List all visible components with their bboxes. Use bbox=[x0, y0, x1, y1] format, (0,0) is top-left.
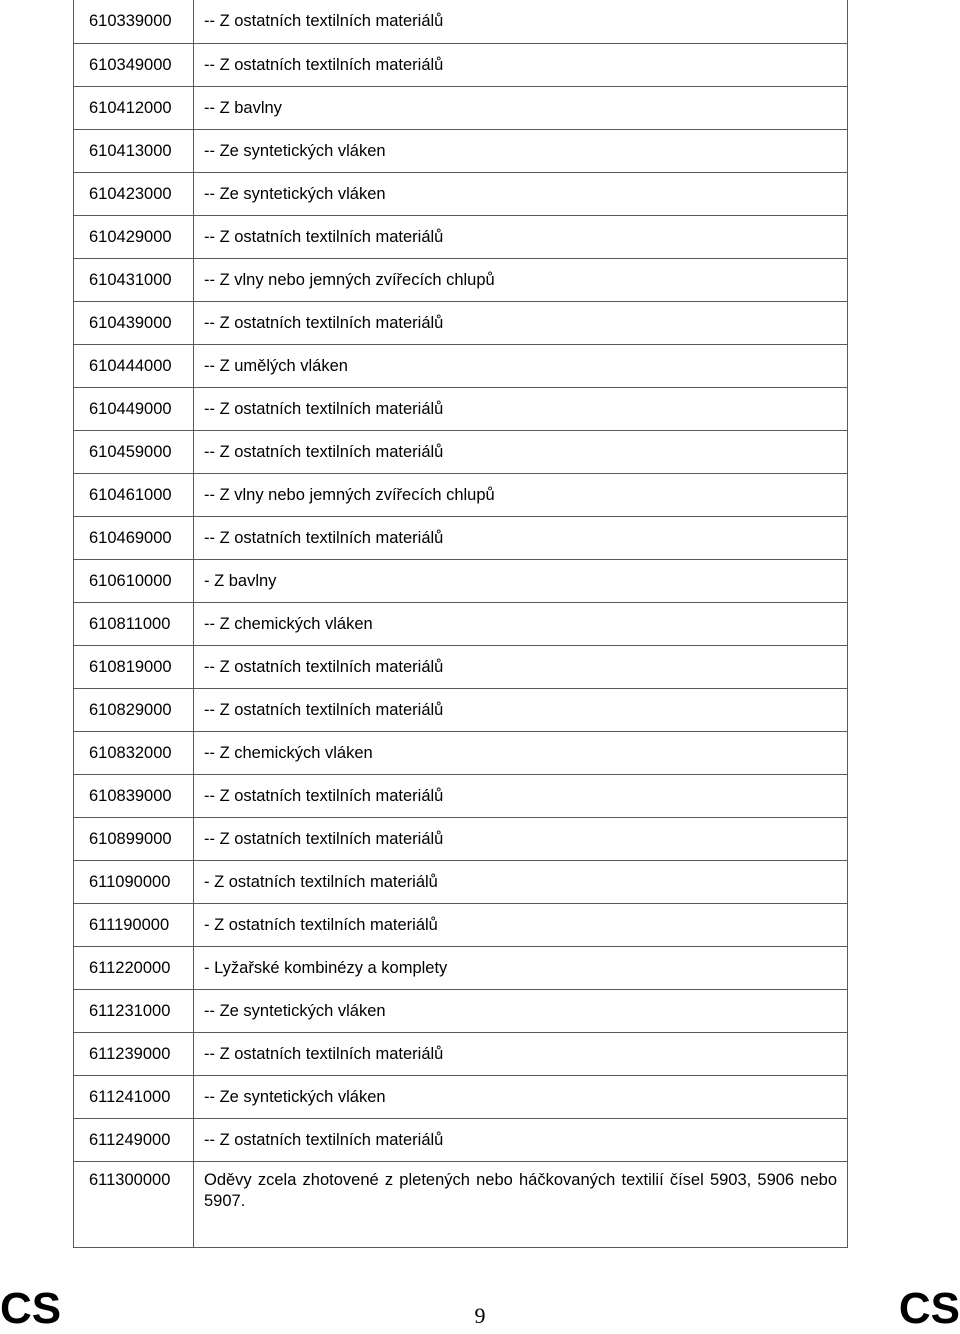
commodity-description: -- Z ostatních textilních materiálů bbox=[194, 301, 848, 344]
table-row bbox=[74, 129, 848, 172]
commodity-code: 611220000 bbox=[74, 946, 194, 989]
table-row bbox=[74, 172, 848, 215]
commodity-description: - Z ostatních textilních materiálů bbox=[194, 903, 848, 946]
commodity-code: 610412000 bbox=[74, 86, 194, 129]
table-row bbox=[74, 0, 848, 43]
commodity-code: 611300000 bbox=[74, 1161, 194, 1247]
commodity-code: 610610000 bbox=[74, 559, 194, 602]
table-row bbox=[74, 1032, 848, 1075]
commodity-code: 610429000 bbox=[74, 215, 194, 258]
commodity-code: 610469000 bbox=[74, 516, 194, 559]
table-row bbox=[74, 860, 848, 903]
table-row bbox=[74, 645, 848, 688]
commodity-code: 611239000 bbox=[74, 1032, 194, 1075]
commodity-code: 610439000 bbox=[74, 301, 194, 344]
table-row bbox=[74, 344, 848, 387]
commodity-description: -- Z chemických vláken bbox=[194, 731, 848, 774]
commodity-code: 610839000 bbox=[74, 774, 194, 817]
table-row bbox=[74, 516, 848, 559]
commodity-code: 610449000 bbox=[74, 387, 194, 430]
table-row bbox=[74, 387, 848, 430]
table-row bbox=[74, 688, 848, 731]
footer-language-mark-right: CS bbox=[898, 1284, 960, 1333]
table-row bbox=[74, 559, 848, 602]
commodity-code: 610444000 bbox=[74, 344, 194, 387]
commodity-description: -- Z ostatních textilních materiálů bbox=[194, 430, 848, 473]
commodity-description: -- Z bavlny bbox=[194, 86, 848, 129]
footer-language-mark-left: CS bbox=[0, 1284, 62, 1333]
commodity-description: - Z bavlny bbox=[194, 559, 848, 602]
commodity-description: -- Z chemických vláken bbox=[194, 602, 848, 645]
table-row bbox=[74, 258, 848, 301]
commodity-description: - Z ostatních textilních materiálů bbox=[194, 860, 848, 903]
commodity-description: -- Z ostatních textilních materiálů bbox=[194, 645, 848, 688]
commodity-code: 611231000 bbox=[74, 989, 194, 1032]
commodity-code: 610811000 bbox=[74, 602, 194, 645]
table-body bbox=[74, 0, 848, 1247]
table-row bbox=[74, 731, 848, 774]
table-row bbox=[74, 1161, 848, 1247]
commodity-code: 610339000 bbox=[74, 0, 194, 43]
table-row bbox=[74, 817, 848, 860]
code-table bbox=[73, 0, 848, 1248]
table-row bbox=[74, 1118, 848, 1161]
commodity-code: 611241000 bbox=[74, 1075, 194, 1118]
commodity-code: 610819000 bbox=[74, 645, 194, 688]
commodity-description: -- Z ostatních textilních materiálů bbox=[194, 43, 848, 86]
table-row bbox=[74, 989, 848, 1032]
commodity-description: -- Z ostatních textilních materiálů bbox=[194, 516, 848, 559]
commodity-description: -- Z ostatních textilních materiálů bbox=[194, 387, 848, 430]
table-row bbox=[74, 946, 848, 989]
commodity-code: 611090000 bbox=[74, 860, 194, 903]
commodity-code: 610349000 bbox=[74, 43, 194, 86]
table-row bbox=[74, 602, 848, 645]
page-number: 9 bbox=[474, 1303, 486, 1328]
commodity-description: -- Z ostatních textilních materiálů bbox=[194, 215, 848, 258]
commodity-description: -- Ze syntetických vláken bbox=[194, 1075, 848, 1118]
commodity-description: -- Z ostatních textilních materiálů bbox=[194, 1032, 848, 1075]
commodity-description: -- Ze syntetických vláken bbox=[194, 172, 848, 215]
table-row bbox=[74, 774, 848, 817]
commodity-description: -- Z vlny nebo jemných zvířecích chlupů bbox=[194, 473, 848, 516]
commodity-code: 610461000 bbox=[74, 473, 194, 516]
commodity-code: 610459000 bbox=[74, 430, 194, 473]
table-row bbox=[74, 301, 848, 344]
table-row bbox=[74, 215, 848, 258]
table-row bbox=[74, 430, 848, 473]
commodity-code: 610829000 bbox=[74, 688, 194, 731]
commodity-description: -- Z ostatních textilních materiálů bbox=[194, 1118, 848, 1161]
table-row bbox=[74, 86, 848, 129]
commodity-description: Oděvy zcela zhotovené z pletených nebo háčkovaných textilií čísel 5903, 5906 nebo 5907. bbox=[194, 1161, 848, 1247]
commodity-code: 611249000 bbox=[74, 1118, 194, 1161]
table-row bbox=[74, 473, 848, 516]
commodity-description: -- Ze syntetických vláken bbox=[194, 129, 848, 172]
commodity-description: -- Z ostatních textilních materiálů bbox=[194, 774, 848, 817]
table-row bbox=[74, 903, 848, 946]
commodity-description: -- Z vlny nebo jemných zvířecích chlupů bbox=[194, 258, 848, 301]
commodity-code: 610899000 bbox=[74, 817, 194, 860]
commodity-description: -- Z ostatních textilních materiálů bbox=[194, 0, 848, 43]
commodity-description: - Lyžařské kombinézy a komplety bbox=[194, 946, 848, 989]
commodity-code: 610431000 bbox=[74, 258, 194, 301]
commodity-description: -- Z ostatních textilních materiálů bbox=[194, 688, 848, 731]
commodity-description: -- Z umělých vláken bbox=[194, 344, 848, 387]
commodity-code: 610423000 bbox=[74, 172, 194, 215]
commodity-code: 610832000 bbox=[74, 731, 194, 774]
commodity-code: 611190000 bbox=[74, 903, 194, 946]
commodity-description: -- Ze syntetických vláken bbox=[194, 989, 848, 1032]
commodity-description: -- Z ostatních textilních materiálů bbox=[194, 817, 848, 860]
table-row bbox=[74, 1075, 848, 1118]
table-row bbox=[74, 43, 848, 86]
commodity-code: 610413000 bbox=[74, 129, 194, 172]
